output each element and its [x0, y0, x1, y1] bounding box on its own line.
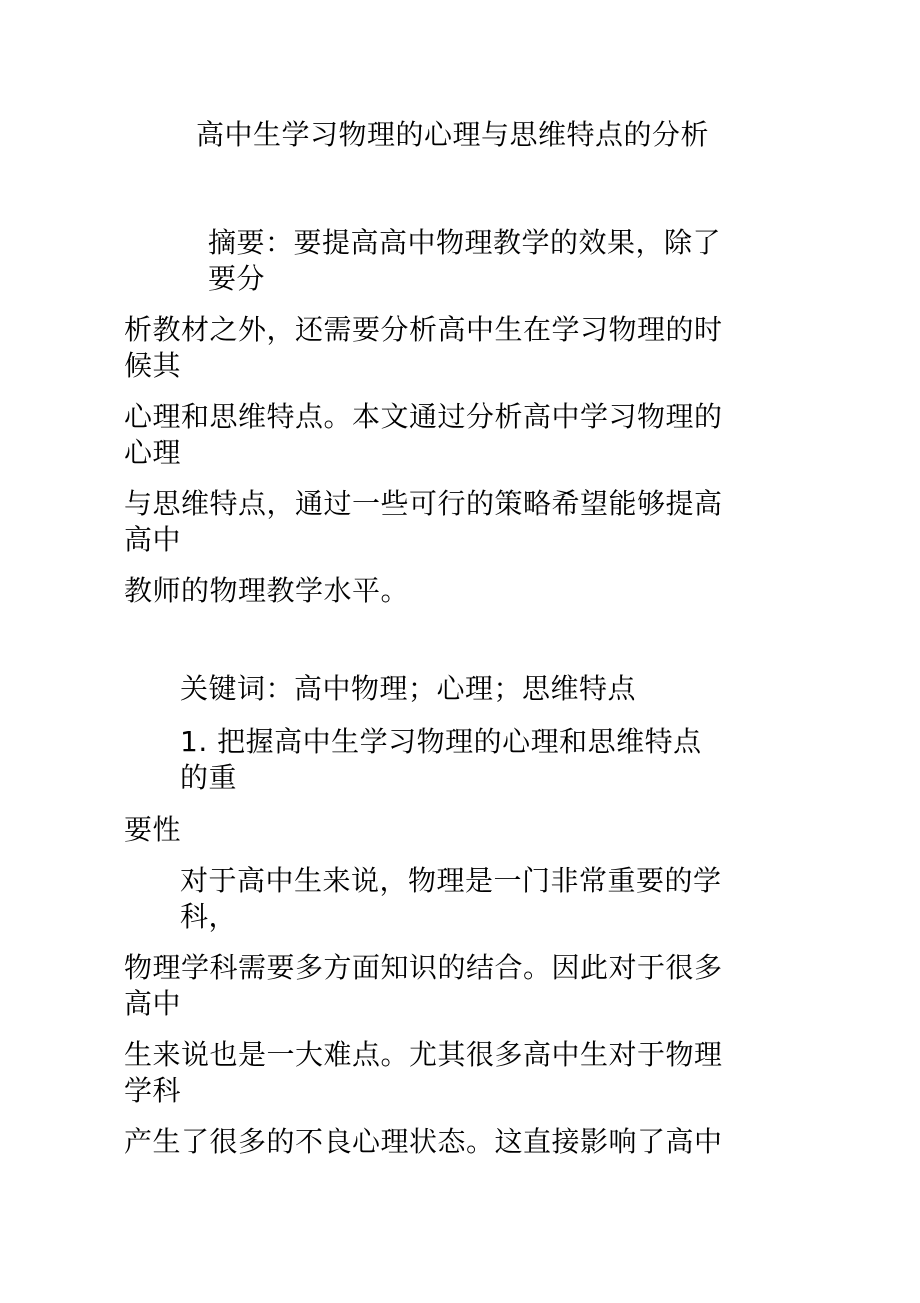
- abstract-line: 析教材之外，还需要分析高中生在学习物理的时: [124, 313, 723, 346]
- body-line: 产生了很多的不良心理状态。这直接影响了高中: [124, 1125, 723, 1158]
- abstract-line: 教师的物理教学水平。: [124, 574, 410, 607]
- body-line: 对于高中生来说，物理是一门非常重要的学: [180, 864, 722, 897]
- keywords-line: 关键词：高中物理；心理；思维特点: [180, 672, 637, 705]
- abstract-line: 要分: [208, 262, 266, 295]
- abstract-line: 高中: [124, 523, 182, 556]
- abstract-line: 摘要：要提高高中物理教学的效果，除了: [208, 226, 722, 259]
- body-line: 生来说也是一大难点。尤其很多高中生对于物理: [124, 1038, 723, 1071]
- body-line: 物理学科需要多方面知识的结合。因此对于很多: [124, 951, 723, 984]
- abstract-line: 心理和思维特点。本文通过分析高中学习物理的: [124, 400, 723, 433]
- section-heading-line: 1. 把握高中生学习物理的心理和思维特点: [180, 725, 702, 758]
- abstract-line: 与思维特点，通过一些可行的策略希望能够提高: [124, 487, 723, 520]
- document-title: 高中生学习物理的心理与思维特点的分析: [196, 118, 710, 151]
- section-heading-line: 要性: [124, 813, 182, 846]
- body-line: 高中: [124, 987, 182, 1020]
- abstract-line: 候其: [124, 349, 182, 382]
- abstract-line: 心理: [124, 436, 182, 469]
- section-heading-line: 的重: [180, 761, 238, 794]
- body-line: 学科: [124, 1074, 182, 1107]
- body-line: 科，: [180, 900, 238, 933]
